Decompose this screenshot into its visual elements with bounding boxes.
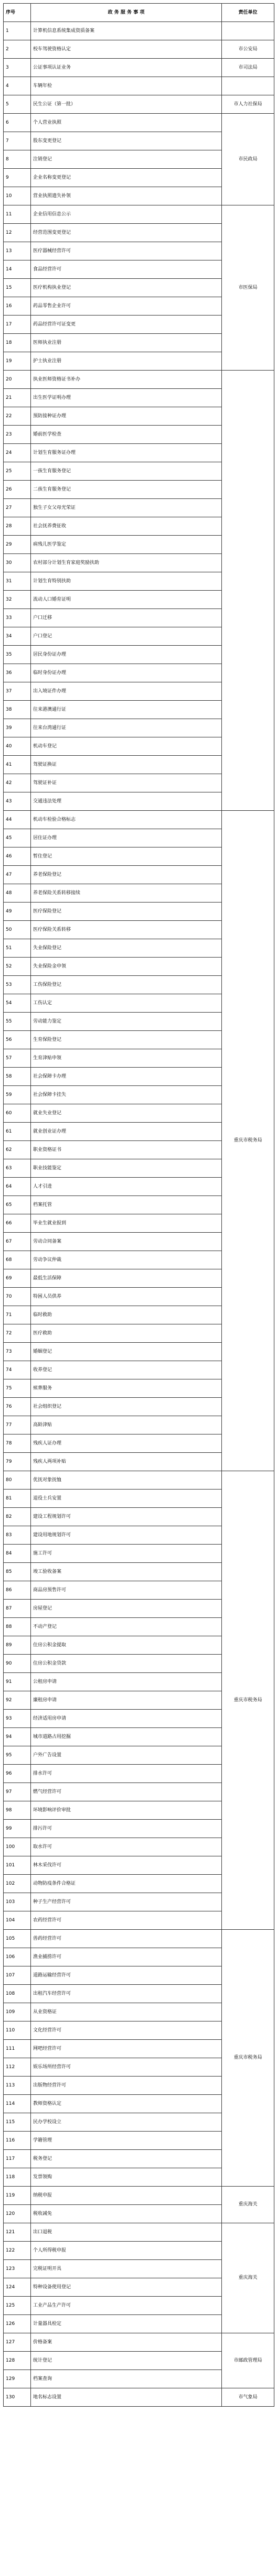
row-service-item: 出租汽车经营许可 [31,1985,222,2003]
table-row [4,371,274,389]
table-row [4,77,274,95]
row-serial-number: 85 [4,1563,31,1581]
row-service-item: 医疗救助 [31,1324,222,1343]
row-service-item: 社会保障卡挂失 [31,1086,222,1104]
row-service-item: 排污许可 [31,1820,222,1838]
table-row [4,2333,274,2352]
row-serial-number: 67 [4,1233,31,1251]
row-serial-number: 33 [4,609,31,627]
row-serial-number: 100 [4,1838,31,1856]
row-service-item: 医师执业注册 [31,334,222,352]
row-service-item: 动物防疫条件合格证 [31,1875,222,1893]
row-service-item: 劳动能力鉴定 [31,1013,222,1031]
row-service-item: 驾驶证换证 [31,756,222,774]
row-serial-number: 45 [4,829,31,847]
row-service-item: 发票领购 [31,2168,222,2187]
row-service-item: 交通违法处理 [31,792,222,811]
row-serial-number: 25 [4,462,31,481]
row-serial-number: 102 [4,1875,31,1893]
row-service-item: 纳税申报 [31,2187,222,2205]
row-service-item: 不动产登记 [31,1618,222,1636]
row-service-item: 娱乐场所经营许可 [31,2058,222,2077]
row-serial-number: 27 [4,499,31,517]
row-serial-number: 26 [4,481,31,499]
table-body [4,22,274,2407]
row-service-item: 个人营业执照 [31,114,222,132]
row-serial-number: 69 [4,1269,31,1288]
row-service-item: 工业产品生产许可 [31,2297,222,2315]
row-service-item: 生育津贴申领 [31,1049,222,1068]
table-row [4,2223,274,2242]
row-serial-number: 51 [4,939,31,958]
row-serial-number: 114 [4,2095,31,2113]
row-service-item: 流动人口婚育证明 [31,591,222,609]
row-service-item: 劳动争议仲裁 [31,1251,222,1269]
row-service-item: 燃气经营许可 [31,1783,222,1801]
row-service-item: 社会抚养费征收 [31,517,222,536]
row-service-item: 二孩生育服务登记 [31,481,222,499]
row-service-item: 住房公积金提取 [31,1636,222,1655]
row-serial-number: 116 [4,2132,31,2150]
row-serial-number: 89 [4,1636,31,1655]
row-serial-number: 62 [4,1141,31,1159]
row-serial-number: 84 [4,1545,31,1563]
table-row [4,1471,274,1490]
row-service-item: 医疗机构执业登记 [31,279,222,297]
row-responsible-unit: 市民政局 [222,114,274,205]
row-serial-number: 120 [4,2205,31,2223]
row-service-item: 建设工程规划许可 [31,1508,222,1526]
row-serial-number: 97 [4,1783,31,1801]
row-service-item: 档案查询 [31,2370,222,2388]
row-serial-number: 12 [4,224,31,242]
row-serial-number: 65 [4,1196,31,1214]
row-service-item: 养老保险关系转移接续 [31,884,222,903]
row-service-item: 预防接种证办理 [31,407,222,426]
row-serial-number: 48 [4,884,31,903]
row-service-item: 道路运输经营许可 [31,1966,222,1985]
row-serial-number: 22 [4,407,31,426]
row-serial-number: 70 [4,1288,31,1306]
row-serial-number: 46 [4,847,31,866]
table-row [4,95,274,114]
row-serial-number: 90 [4,1655,31,1673]
row-serial-number: 56 [4,1031,31,1049]
row-serial-number: 75 [4,1379,31,1398]
header-serial-number: 序号 [4,4,31,22]
row-service-item: 工伤认定 [31,994,222,1013]
row-service-item: 婚前医学检查 [31,426,222,444]
row-serial-number: 128 [4,2352,31,2370]
row-service-item: 经济适用房申请 [31,1710,222,1728]
row-service-item: 独生子女父母光荣证 [31,499,222,517]
row-serial-number: 91 [4,1673,31,1691]
row-service-item: 建设用地规划许可 [31,1526,222,1545]
row-service-item: 往来台湾通行证 [31,719,222,737]
table-row [4,811,274,829]
row-service-item: 药品零售企业许可 [31,297,222,316]
row-serial-number: 4 [4,77,31,95]
row-serial-number: 34 [4,627,31,646]
row-serial-number: 64 [4,1178,31,1196]
table-row [4,205,274,224]
row-serial-number: 2 [4,40,31,59]
row-service-item: 婚姻登记 [31,1343,222,1361]
row-serial-number: 80 [4,1471,31,1490]
row-serial-number: 37 [4,682,31,701]
row-service-item: 个人所得税申报 [31,2242,222,2260]
row-service-item: 最低生活保障 [31,1269,222,1288]
table-header-row [4,4,274,22]
row-serial-number: 113 [4,2077,31,2095]
row-service-item: 环境影响评价审批 [31,1801,222,1820]
row-serial-number: 44 [4,811,31,829]
row-service-item: 临时身份证办理 [31,664,222,682]
row-serial-number: 36 [4,664,31,682]
row-serial-number: 119 [4,2187,31,2205]
row-service-item: 收养登记 [31,1361,222,1379]
row-service-item: 执业医师资格证书补办 [31,371,222,389]
row-serial-number: 58 [4,1068,31,1086]
row-serial-number: 94 [4,1728,31,1746]
row-serial-number: 78 [4,1434,31,1453]
row-serial-number: 18 [4,334,31,352]
row-serial-number: 72 [4,1324,31,1343]
row-service-item: 企业名称变更登记 [31,169,222,187]
row-serial-number: 29 [4,536,31,554]
row-service-item: 房屋登记 [31,1600,222,1618]
row-serial-number: 30 [4,554,31,572]
row-service-item: 社会组织登记 [31,1398,222,1416]
row-serial-number: 109 [4,2003,31,2021]
row-serial-number: 10 [4,187,31,205]
row-service-item: 药品经营许可证变更 [31,316,222,334]
row-service-item: 机动车检验合格标志 [31,811,222,829]
row-responsible-unit: 市气象局 [222,2388,274,2407]
row-service-item: 档案托管 [31,1196,222,1214]
row-service-item: 施工许可 [31,1545,222,1563]
header-service-item: 政 务 服 务 事 项 [31,4,222,22]
row-service-item: 食品经营许可 [31,260,222,279]
row-serial-number: 130 [4,2388,31,2407]
row-service-item: 医疗器械经营许可 [31,242,222,260]
row-serial-number: 107 [4,1966,31,1985]
row-service-item: 居民身份证办理 [31,646,222,664]
row-service-item: 车辆年检 [31,77,222,95]
row-serial-number: 5 [4,95,31,114]
row-service-item: 机动车登记 [31,737,222,756]
row-service-item: 文化经营许可 [31,2021,222,2040]
row-serial-number: 41 [4,756,31,774]
row-serial-number: 104 [4,1911,31,1930]
row-responsible-unit [222,22,274,40]
row-serial-number: 68 [4,1251,31,1269]
row-service-item: 护士执业注册 [31,352,222,371]
row-serial-number: 108 [4,1985,31,2003]
row-service-item: 残疾人两项补贴 [31,1453,222,1471]
row-serial-number: 43 [4,792,31,811]
row-serial-number: 111 [4,2040,31,2058]
row-serial-number: 38 [4,701,31,719]
row-serial-number: 49 [4,903,31,921]
row-serial-number: 101 [4,1856,31,1875]
row-responsible-unit: 重庆海关 [222,2187,274,2223]
row-service-item: 取水许可 [31,1838,222,1856]
table-row [4,22,274,40]
row-service-item: 网吧经营许可 [31,2040,222,2058]
table-row [4,59,274,77]
row-service-item: 失业保险金申领 [31,958,222,976]
row-service-item: 职业资格证书 [31,1141,222,1159]
row-serial-number: 123 [4,2260,31,2278]
row-service-item: 农药经营许可 [31,1911,222,1930]
row-service-item: 养老保险登记 [31,866,222,884]
row-serial-number: 79 [4,1453,31,1471]
row-serial-number: 17 [4,316,31,334]
row-serial-number: 63 [4,1159,31,1178]
row-service-item: 计量器具检定 [31,2315,222,2333]
row-serial-number: 96 [4,1765,31,1783]
row-serial-number: 106 [4,1948,31,1966]
row-service-item: 工伤保险登记 [31,976,222,994]
row-service-item: 农村部分计划生育家庭奖励扶助 [31,554,222,572]
row-serial-number: 74 [4,1361,31,1379]
row-serial-number: 88 [4,1618,31,1636]
row-serial-number: 127 [4,2333,31,2352]
row-service-item: 竣工验收备案 [31,1563,222,1581]
row-service-item: 林木采伐许可 [31,1856,222,1875]
row-service-item: 特种设备使用登记 [31,2278,222,2297]
row-service-item: 营业执照遗失补领 [31,187,222,205]
row-service-item: 就业失业登记 [31,1104,222,1123]
row-serial-number: 20 [4,371,31,389]
row-serial-number: 103 [4,1893,31,1911]
row-serial-number: 125 [4,2297,31,2315]
row-serial-number: 39 [4,719,31,737]
row-serial-number: 54 [4,994,31,1013]
row-responsible-unit [222,371,274,811]
row-serial-number: 52 [4,958,31,976]
row-service-item: 住房公积金贷款 [31,1655,222,1673]
row-service-item: 暂住登记 [31,847,222,866]
row-serial-number: 76 [4,1398,31,1416]
row-service-item: 一孩生育服务登记 [31,462,222,481]
row-service-item: 出生医学证明办理 [31,389,222,407]
row-serial-number: 11 [4,205,31,224]
row-service-item: 注销登记 [31,150,222,169]
row-serial-number: 15 [4,279,31,297]
row-service-item: 税收减免 [31,2205,222,2223]
table-row [4,1930,274,1948]
row-serial-number: 59 [4,1086,31,1104]
row-responsible-unit: 重庆海关 [222,2223,274,2333]
table-row [4,2388,274,2407]
row-service-item: 出入境证件办理 [31,682,222,701]
row-serial-number: 6 [4,114,31,132]
row-serial-number: 61 [4,1123,31,1141]
row-service-item: 公租房申请 [31,1673,222,1691]
row-service-item: 渔业捕捞许可 [31,1948,222,1966]
row-serial-number: 83 [4,1526,31,1545]
row-serial-number: 24 [4,444,31,462]
row-service-item: 校车驾驶资格认定 [31,40,222,59]
row-serial-number: 66 [4,1214,31,1233]
row-service-item: 公证事项认证业务 [31,59,222,77]
row-service-item: 从业资格证 [31,2003,222,2021]
row-service-item: 医疗保险关系转移 [31,921,222,939]
row-service-item: 企业信用信息公示 [31,205,222,224]
row-serial-number: 93 [4,1710,31,1728]
row-service-item: 人才引进 [31,1178,222,1196]
row-serial-number: 95 [4,1746,31,1765]
row-serial-number: 32 [4,591,31,609]
row-service-item: 殡葬服务 [31,1379,222,1398]
row-serial-number: 118 [4,2168,31,2187]
row-service-item: 劳动合同备案 [31,1233,222,1251]
row-serial-number: 8 [4,150,31,169]
row-responsible-unit: 市司法局 [222,59,274,77]
row-service-item: 种子生产经营许可 [31,1893,222,1911]
row-serial-number: 81 [4,1490,31,1508]
row-serial-number: 16 [4,297,31,316]
row-service-item: 退役士兵安置 [31,1490,222,1508]
row-serial-number: 60 [4,1104,31,1123]
row-service-item: 就业创业证办理 [31,1123,222,1141]
row-service-item: 统计登记 [31,2352,222,2370]
row-serial-number: 7 [4,132,31,150]
row-service-item: 股东变更登记 [31,132,222,150]
row-service-item: 高龄津贴 [31,1416,222,1434]
row-serial-number: 117 [4,2150,31,2168]
row-serial-number: 126 [4,2315,31,2333]
row-serial-number: 122 [4,2242,31,2260]
row-service-item: 特困人员供养 [31,1288,222,1306]
row-service-item: 民生公证（第一批） [31,95,222,114]
row-service-item: 病残儿医学鉴定 [31,536,222,554]
row-service-item: 户口迁移 [31,609,222,627]
row-serial-number: 53 [4,976,31,994]
row-serial-number: 1 [4,22,31,40]
row-serial-number: 87 [4,1600,31,1618]
row-service-item: 优抚对象抚恤 [31,1471,222,1490]
header-responsible-unit: 责任单位 [222,4,274,22]
row-serial-number: 115 [4,2113,31,2132]
row-serial-number: 124 [4,2278,31,2297]
row-service-item: 出版物经营许可 [31,2077,222,2095]
row-serial-number: 3 [4,59,31,77]
row-serial-number: 14 [4,260,31,279]
row-serial-number: 105 [4,1930,31,1948]
row-service-item: 临时救助 [31,1306,222,1324]
row-responsible-unit [222,77,274,95]
row-serial-number: 23 [4,426,31,444]
row-service-item: 出口退税 [31,2223,222,2242]
table-row [4,114,274,132]
row-service-item: 往来港澳通行证 [31,701,222,719]
service-matters-table [3,3,274,2407]
row-service-item: 价格备案 [31,2333,222,2352]
row-responsible-unit: 重庆市税务局 [222,1471,274,1930]
row-serial-number: 98 [4,1801,31,1820]
row-responsible-unit: 市人力社保局 [222,95,274,114]
row-service-item: 计划生育特别扶助 [31,572,222,591]
row-serial-number: 50 [4,921,31,939]
row-serial-number: 55 [4,1013,31,1031]
row-service-item: 毕业生就业报到 [31,1214,222,1233]
row-service-item: 计划生育服务证办理 [31,444,222,462]
row-serial-number: 35 [4,646,31,664]
row-service-item: 城市道路占用挖掘 [31,1728,222,1746]
row-service-item: 居住证办理 [31,829,222,847]
row-service-item: 医疗保险登记 [31,903,222,921]
row-serial-number: 28 [4,517,31,536]
row-serial-number: 82 [4,1508,31,1526]
table-row [4,40,274,59]
row-serial-number: 129 [4,2370,31,2388]
row-service-item: 失业保险登记 [31,939,222,958]
row-service-item: 户口登记 [31,627,222,646]
row-service-item: 生育保险登记 [31,1031,222,1049]
row-service-item: 完税证明开具 [31,2260,222,2278]
row-responsible-unit: 市医保局 [222,205,274,371]
row-service-item: 经营范围变更登记 [31,224,222,242]
row-serial-number: 112 [4,2058,31,2077]
row-service-item: 教师资格认定 [31,2095,222,2113]
row-responsible-unit: 重庆市税务局 [222,1930,274,2187]
row-serial-number: 31 [4,572,31,591]
row-service-item: 民办学校设立 [31,2113,222,2132]
row-service-item: 职业技能鉴定 [31,1159,222,1178]
row-service-item: 税务登记 [31,2150,222,2168]
row-service-item: 社会保障卡办理 [31,1068,222,1086]
row-service-item: 残疾人证办理 [31,1434,222,1453]
row-serial-number: 86 [4,1581,31,1600]
row-service-item: 计算机信息系统集成资质备案 [31,22,222,40]
row-service-item: 商品房预售许可 [31,1581,222,1600]
row-serial-number: 110 [4,2021,31,2040]
row-serial-number: 92 [4,1691,31,1710]
row-serial-number: 47 [4,866,31,884]
row-service-item: 户外广告设置 [31,1746,222,1765]
row-serial-number: 13 [4,242,31,260]
row-service-item: 排水许可 [31,1765,222,1783]
row-responsible-unit: 重庆市税务局 [222,811,274,1471]
row-service-item: 学籍管理 [31,2132,222,2150]
row-service-item: 廉租房申请 [31,1691,222,1710]
row-responsible-unit: 市邮政管理局 [222,2333,274,2388]
row-serial-number: 121 [4,2223,31,2242]
row-serial-number: 71 [4,1306,31,1324]
row-serial-number: 21 [4,389,31,407]
table-row [4,2187,274,2205]
row-serial-number: 40 [4,737,31,756]
row-serial-number: 19 [4,352,31,371]
row-serial-number: 73 [4,1343,31,1361]
row-serial-number: 42 [4,774,31,792]
row-responsible-unit: 市公安局 [222,40,274,59]
row-serial-number: 77 [4,1416,31,1434]
row-service-item: 兽药经营许可 [31,1930,222,1948]
row-serial-number: 57 [4,1049,31,1068]
row-service-item: 驾驶证补证 [31,774,222,792]
row-service-item: 地名标志设置 [31,2388,222,2407]
row-serial-number: 99 [4,1820,31,1838]
row-serial-number: 9 [4,169,31,187]
